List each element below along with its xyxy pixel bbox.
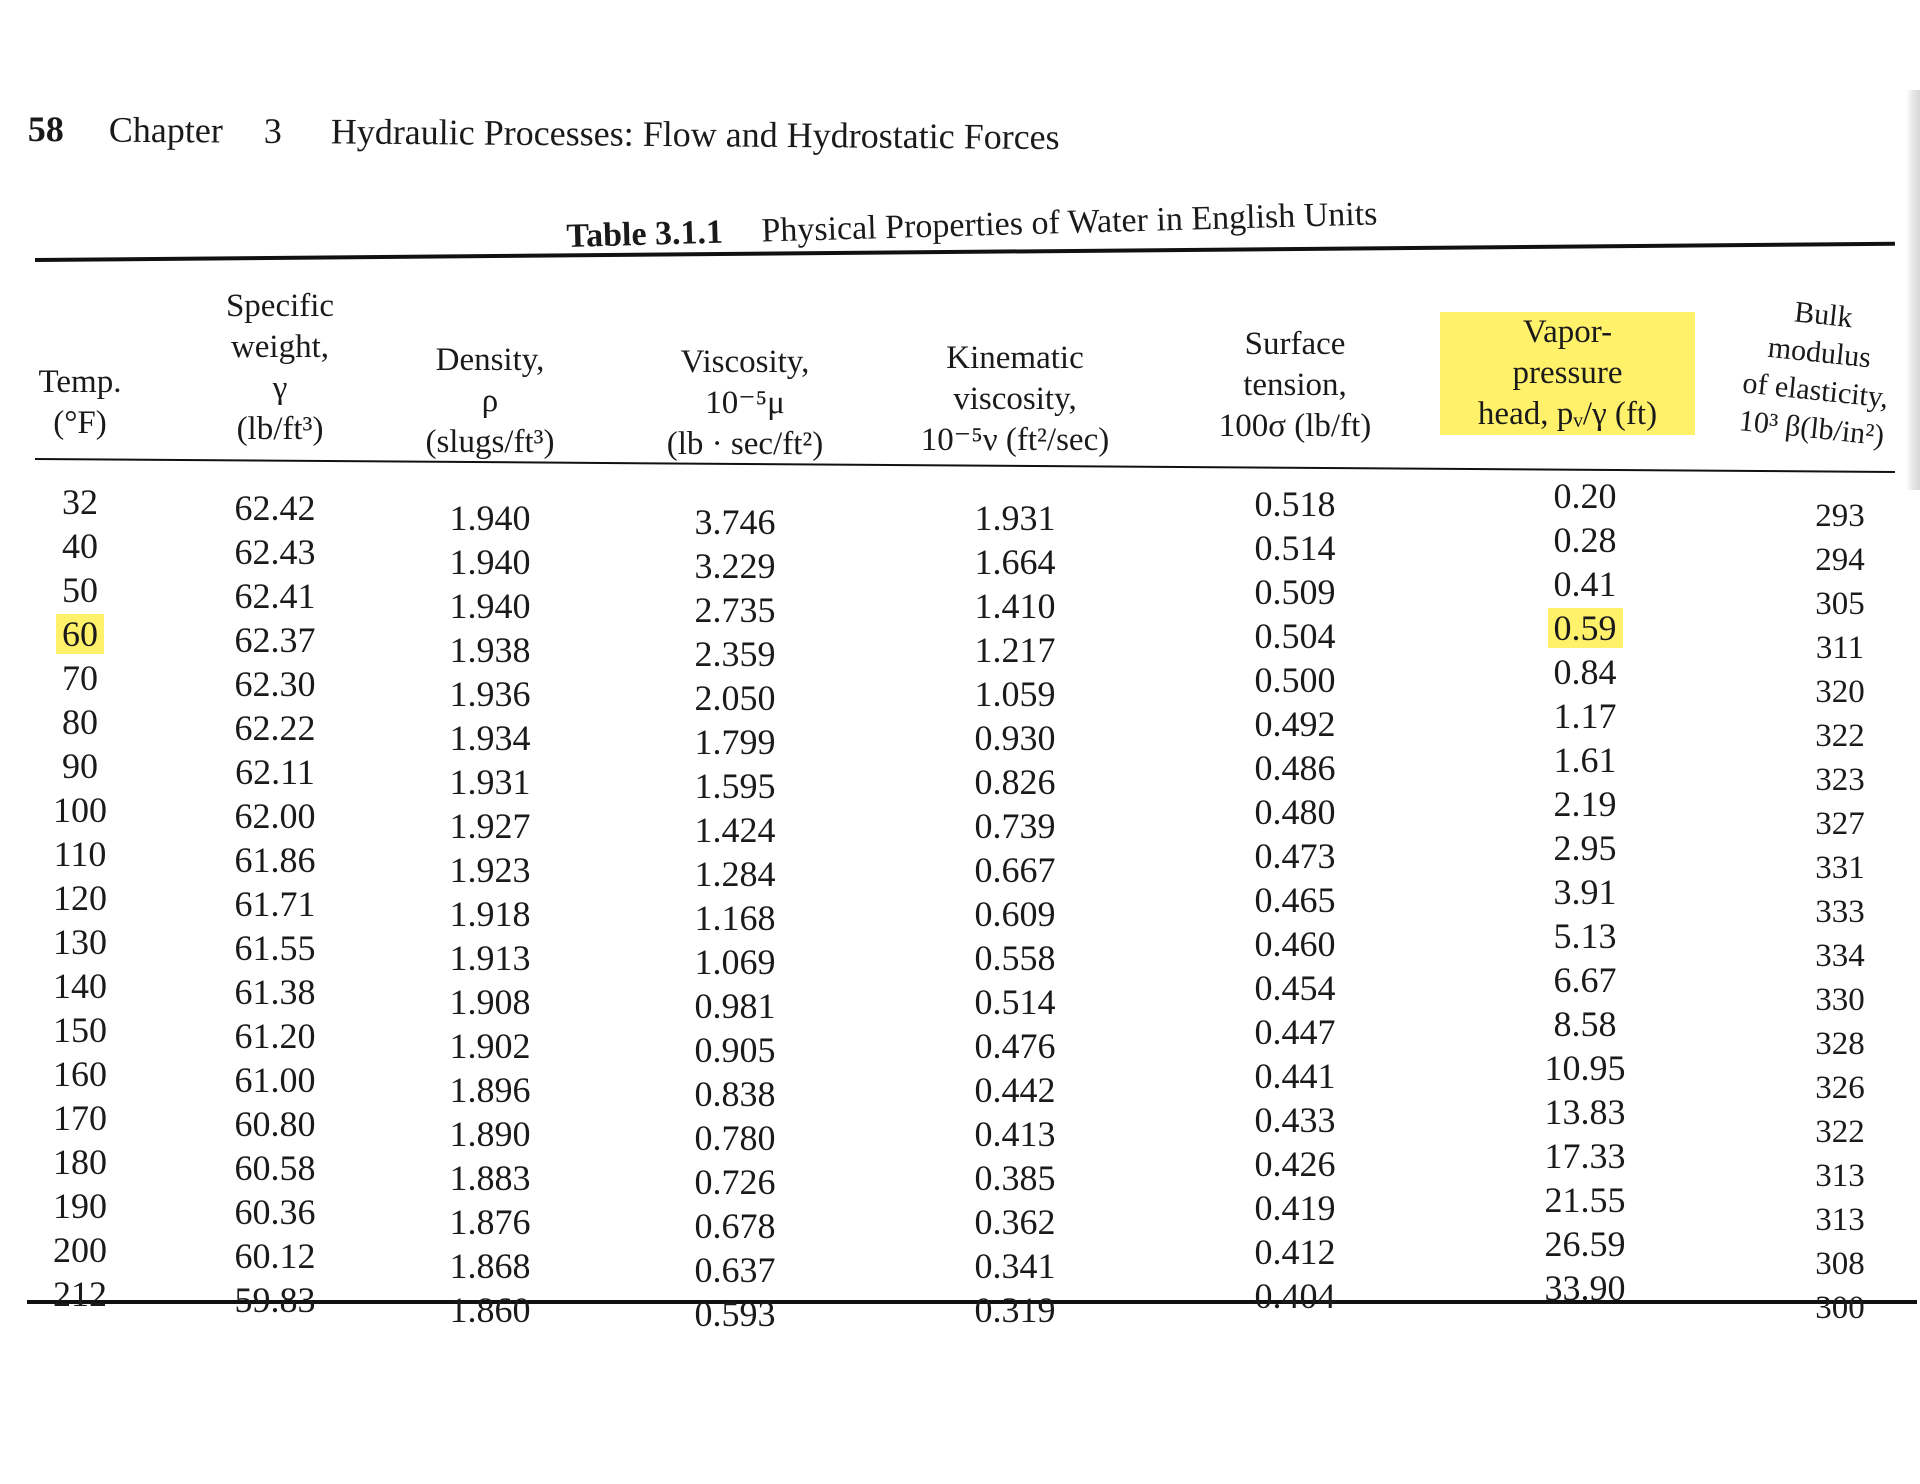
table-cell: 2.95 [1553,828,1617,868]
table-cell: 2.19 [1553,784,1617,824]
table-cell: 0.667 [974,850,1056,890]
table-cell: 333 [1815,894,1865,930]
table-cell: 62.42 [234,488,316,528]
table-cell: 0.404 [1254,1276,1336,1316]
table-cell: 0.726 [694,1162,776,1202]
table-cell: 200 [53,1230,107,1270]
header-surface-tension: Surface tension, 100σ (lb/ft) [1218,326,1372,444]
table-cell: 1.913 [449,938,531,978]
table-cell: 0.476 [974,1026,1056,1066]
chapter-number: 3 [263,110,282,151]
table-cell: 8.58 [1553,1004,1617,1044]
table-cell: 0.480 [1254,792,1336,832]
table-cell: 1.934 [449,718,531,758]
table-cell: 61.71 [234,884,316,924]
table-cell: 60.58 [234,1148,316,1188]
page-number: 58 [27,108,64,150]
table-cell: 0.465 [1254,880,1336,920]
table-cell: 2.359 [694,634,776,674]
running-header [28,108,1060,158]
table-cell: 60.12 [234,1236,316,1276]
table-cell: 61.20 [234,1016,316,1056]
table-cell: 0.739 [974,806,1056,846]
table-cell: 1.890 [449,1114,531,1154]
table-cell: 62.43 [234,532,316,572]
table-cell: 0.838 [694,1074,776,1114]
table-cell [25,612,135,656]
table-cell: 170 [53,1098,107,1138]
table-cell: 0.905 [694,1030,776,1070]
table-cell: 313 [1815,1202,1865,1238]
chapter-label: Chapter [108,109,223,151]
table-cell: 1.896 [449,1070,531,1110]
table-cell: 62.37 [234,620,316,660]
table-cell: 327 [1815,806,1865,842]
table-cell: 1.069 [694,942,776,982]
table-cell: 1.664 [974,542,1056,582]
table-cell: 0.500 [1254,660,1336,700]
table-cell: 0.433 [1254,1100,1336,1140]
table-cell: 323 [1815,762,1865,798]
column-vapor-pressure-head [1525,474,1645,1310]
table-cell: 0.780 [694,1118,776,1158]
table-cell: 0.385 [974,1158,1056,1198]
table-cell: 1.902 [449,1026,531,1066]
table-cell: 60.36 [234,1192,316,1232]
table-cell: 1.217 [974,630,1056,670]
table-cell: 0.473 [1254,836,1336,876]
table-cell: 140 [53,966,107,1006]
column-surface-tension [1235,482,1355,1318]
table-cell: 0.509 [1254,572,1336,612]
table-cell: 62.41 [234,576,316,616]
table-cell: 3.91 [1553,872,1617,912]
table-cell: 100 [53,790,107,830]
table-cell: 70 [62,658,98,698]
table-cell: 328 [1815,1026,1865,1062]
table-cell: 0.413 [974,1114,1056,1154]
table-cell: 0.442 [974,1070,1056,1110]
table-cell: 61.38 [234,972,316,1012]
header-vapor-pressure-head: Vapor- pressure head, pᵥ/γ (ft) [1440,312,1695,435]
table-cell: 313 [1815,1158,1865,1194]
table-cell: 0.419 [1254,1188,1336,1228]
table-cell: 62.00 [234,796,316,836]
header-density: Density, ρ (slugs/ft³) [425,342,555,460]
table-cell: 17.33 [1544,1136,1626,1176]
table-cell: 59.83 [234,1280,316,1320]
table-cell: 0.341 [974,1246,1056,1286]
table-cell: 0.84 [1553,652,1617,692]
table-cell: 0.826 [974,762,1056,802]
column-temp [25,480,135,1316]
table-cell: 0.319 [974,1290,1056,1330]
table-cell: 294 [1815,542,1865,578]
table-cell: 150 [53,1010,107,1050]
table-cell: 21.55 [1544,1180,1626,1220]
table-cell: 0.558 [974,938,1056,978]
table-cell: 5.13 [1553,916,1617,956]
header-temp: Temp. (°F) [38,364,122,441]
table-cell: 0.454 [1254,968,1336,1008]
table-cell: 10.95 [1544,1048,1626,1088]
table-cell: 40 [62,526,98,566]
table-cell: 311 [1815,630,1865,666]
table-cell: 90 [62,746,98,786]
table-cell: 130 [53,922,107,962]
table-cell: 212 [53,1274,107,1314]
table-cell: 1.868 [449,1246,531,1286]
table-cell: 0.593 [694,1294,776,1334]
table-cell: 120 [53,878,107,918]
table-cell: 1.595 [694,766,776,806]
table-cell: 0.486 [1254,748,1336,788]
table-cell: 1.908 [449,982,531,1022]
table-cell: 1.883 [449,1158,531,1198]
table-cell: 331 [1815,850,1865,886]
table-cell: 1.940 [449,498,531,538]
table-cell: 0.492 [1254,704,1336,744]
table-cell: 0.28 [1553,520,1617,560]
table-cell: 2.735 [694,590,776,630]
table-cell: 1.410 [974,586,1056,626]
column-viscosity [675,500,795,1336]
table-cell: 326 [1815,1070,1865,1106]
table-cell: 1.424 [694,810,776,850]
header-bulk-modulus: Bulk modulus of elasticity, 10³ β(lb/in²) [1737,295,1891,453]
table-cell: 32 [62,482,98,522]
table-label: Table 3.1.1 [566,213,724,255]
table-cell: 330 [1815,982,1865,1018]
table-cell: 0.504 [1254,616,1336,656]
table-cell: 1.059 [974,674,1056,714]
table-cell: 62.22 [234,708,316,748]
column-bulk-modulus [1790,494,1890,1330]
table-cell: 0.930 [974,718,1056,758]
table-cell: 320 [1815,674,1865,710]
table-cell: 1.860 [449,1290,531,1330]
header-specific-weight: Specific weight, γ (lb/ft³) [225,288,335,447]
table-caption: Physical Properties of Water in English Units [760,195,1378,250]
table-cell: 1.799 [694,722,776,762]
table-cell: 300 [1815,1290,1865,1326]
table-cell: 160 [53,1054,107,1094]
table-cell: 0.518 [1254,484,1336,524]
table-cell: 322 [1815,718,1865,754]
table-cell [1525,606,1645,650]
table-cell: 308 [1815,1246,1865,1282]
table-cell: 61.00 [234,1060,316,1100]
table-cell: 80 [62,702,98,742]
table-cell: 0.609 [974,894,1056,934]
table-cell: 305 [1815,586,1865,622]
table-cell: 2.050 [694,678,776,718]
column-specific-weight [215,486,335,1322]
table-cell: 1.940 [449,586,531,626]
table-cell: 0.637 [694,1250,776,1290]
table-cell: 334 [1815,938,1865,974]
table-cell: 61.55 [234,928,316,968]
header-viscosity: Viscosity, 10⁻⁵μ (lb · sec/ft²) [666,344,824,462]
table-cell: 61.86 [234,840,316,880]
table-cell: 1.61 [1553,740,1617,780]
table-cell: 180 [53,1142,107,1182]
table-cell: 0.426 [1254,1144,1336,1184]
table-cell: 62.11 [235,752,315,792]
table-cell: 0.441 [1254,1056,1336,1096]
table-cell: 1.931 [974,498,1056,538]
table-cell: 0.514 [1254,528,1336,568]
table-cell: 0.41 [1553,564,1617,604]
column-kinematic-viscosity [955,496,1075,1332]
table-cell: 1.938 [449,630,531,670]
table-cell: 1.17 [1553,696,1617,736]
table-cell: 50 [62,570,98,610]
table-cell: 3.229 [694,546,776,586]
table-cell: 26.59 [1544,1224,1626,1264]
table-cell: 0.412 [1254,1232,1336,1272]
table-cell: 62.30 [234,664,316,704]
table-cell: 0.981 [694,986,776,1026]
table-cell: 3.746 [694,502,776,542]
table-cell: 0.362 [974,1202,1056,1242]
table-cell: 1.284 [694,854,776,894]
table-cell: 0.514 [974,982,1056,1022]
table-cell: 1.940 [449,542,531,582]
table-cell: 13.83 [1544,1092,1626,1132]
table-cell: 0.460 [1254,924,1336,964]
table-cell: 190 [53,1186,107,1226]
column-density [430,496,550,1332]
table-cell: 1.936 [449,674,531,714]
table-cell: 6.67 [1553,960,1617,1000]
highlighted-value: 60 [56,614,104,654]
highlighted-value: 0.59 [1548,608,1623,648]
table-cell: 0.20 [1553,476,1617,516]
table-cell: 0.678 [694,1206,776,1246]
table-cell: 1.923 [449,850,531,890]
header-kinematic-viscosity: Kinematic viscosity, 10⁻⁵ν (ft²/sec) [920,340,1110,458]
table-cell: 1.927 [449,806,531,846]
table-cell: 1.876 [449,1202,531,1242]
table-cell: 33.90 [1544,1268,1626,1308]
table-cell: 1.168 [694,898,776,938]
table-cell: 0.447 [1254,1012,1336,1052]
table-cell: 322 [1815,1114,1865,1150]
chapter-title: Hydraulic Processes: Flow and Hydrostatic Forces [330,111,1060,158]
table-cell: 110 [53,834,107,874]
table-cell: 293 [1815,498,1865,534]
table-cell: 1.918 [449,894,531,934]
table-cell: 60.80 [234,1104,316,1144]
table-cell: 1.931 [449,762,531,802]
